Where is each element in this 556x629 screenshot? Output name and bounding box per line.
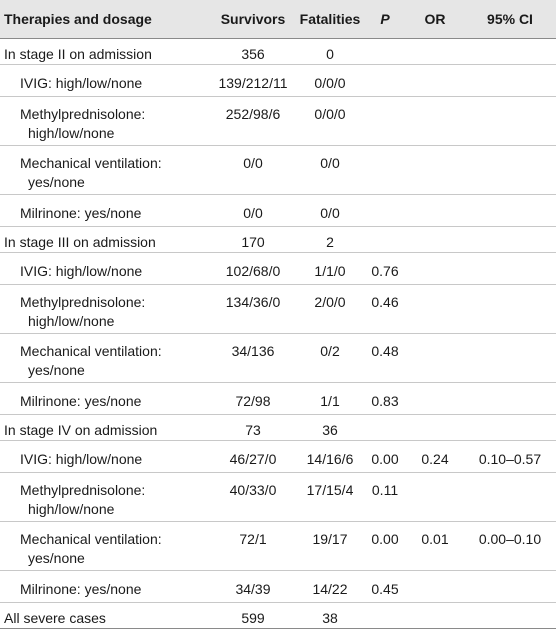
odds-ratio-cell (406, 571, 464, 603)
odds-ratio-cell (406, 285, 464, 334)
therapy-label (0, 285, 210, 334)
stage-row (0, 415, 556, 441)
ci-cell (464, 195, 556, 227)
ci-cell (464, 285, 556, 334)
p-value-cell: 0.46 (371, 294, 399, 310)
stage-row (0, 227, 556, 253)
table-body (0, 39, 556, 629)
p-value-cell (364, 415, 406, 441)
table-row (0, 146, 556, 195)
therapy-label-line1: Mechanical ventilation: (20, 155, 162, 171)
p-value-cell (364, 195, 406, 227)
header-or: OR (406, 0, 464, 39)
therapy-label-line2: high/low/none (28, 501, 115, 517)
header-fatalities: Fatalities (296, 0, 364, 39)
survivors-cell: 34/136 (231, 343, 275, 359)
stage-label: In stage III on admission (4, 234, 156, 250)
table-row (0, 473, 556, 522)
survivors-cell: 46/27/0 (229, 451, 277, 467)
p-value-cell: 0.83 (371, 393, 399, 409)
survivors-cell: 356 (241, 46, 265, 62)
fatalities-cell: 2 (326, 234, 334, 250)
therapy-label-line2: yes/none (28, 174, 85, 190)
therapy-label (0, 334, 210, 383)
table-row (0, 97, 556, 146)
survivors-cell: 102/68/0 (225, 263, 281, 279)
p-value-cell: 0.48 (371, 343, 399, 359)
p-value-cell (364, 603, 406, 629)
table-row (0, 522, 556, 571)
therapy-label-line1: Methylprednisolone: (20, 106, 146, 122)
ci-cell (464, 65, 556, 97)
p-value-cell (364, 39, 406, 65)
therapy-label-line1: Milrinone: yes/none (20, 581, 142, 597)
fatalities-cell: 14/16/6 (306, 451, 354, 467)
table-row (0, 253, 556, 285)
ci-cell (464, 383, 556, 415)
fatalities-cell: 0/2 (320, 343, 340, 359)
stage-label: In stage II on admission (4, 46, 152, 62)
ci-cell: 0.00–0.10 (478, 531, 542, 547)
table-row (0, 65, 556, 97)
fatalities-cell: 0/0/0 (314, 106, 346, 122)
odds-ratio-cell (406, 195, 464, 227)
survivors-cell: 139/212/11 (218, 75, 288, 91)
header-ci: 95% CI (464, 0, 556, 39)
table-row (0, 441, 556, 473)
odds-ratio-cell (406, 473, 464, 522)
therapy-label-line2: high/low/none (28, 125, 115, 141)
header-therapies: Therapies and dosage (0, 0, 210, 39)
p-value-cell (364, 146, 406, 195)
p-value-cell (364, 65, 406, 97)
survivors-cell: 599 (241, 610, 265, 626)
odds-ratio-cell (406, 146, 464, 195)
therapy-label-line2: high/low/none (28, 313, 115, 329)
therapy-label (0, 383, 210, 415)
fatalities-cell: 0/0 (320, 155, 340, 171)
table-row (0, 571, 556, 603)
therapy-label (0, 97, 210, 146)
table-row (0, 383, 556, 415)
header-survivors: Survivors (210, 0, 296, 39)
therapy-label-line1: Mechanical ventilation: (20, 343, 162, 359)
fatalities-cell: 0 (326, 46, 334, 62)
therapy-label-line1: Milrinone: yes/none (20, 393, 142, 409)
p-value-cell: 0.00 (371, 451, 399, 467)
survivors-cell: 170 (241, 234, 265, 250)
therapy-label-line1: Mechanical ventilation: (20, 531, 162, 547)
survivors-cell: 0/0 (243, 205, 263, 221)
odds-ratio-cell (406, 253, 464, 285)
ci-cell (464, 39, 556, 65)
ci-cell (464, 473, 556, 522)
p-value-cell (364, 97, 406, 146)
therapy-label (0, 571, 210, 603)
ci-cell (464, 146, 556, 195)
therapy-label-line1: IVIG: high/low/none (20, 75, 143, 91)
survivors-cell: 252/98/6 (225, 106, 281, 122)
table-row (0, 195, 556, 227)
odds-ratio-cell (406, 227, 464, 253)
ci-cell (464, 253, 556, 285)
odds-ratio-cell (406, 334, 464, 383)
therapy-label (0, 522, 210, 571)
table-row (0, 285, 556, 334)
fatalities-cell: 1/1 (320, 393, 340, 409)
fatalities-cell: 38 (322, 610, 338, 626)
ci-cell (464, 415, 556, 441)
therapy-label (0, 253, 210, 285)
therapy-label (0, 65, 210, 97)
odds-ratio-cell (406, 415, 464, 441)
odds-ratio-cell: 0.01 (421, 531, 449, 547)
ci-cell: 0.10–0.57 (478, 451, 542, 467)
survivors-cell: 34/39 (235, 581, 271, 597)
odds-ratio-cell (406, 39, 464, 65)
survivors-cell: 72/98 (235, 393, 271, 409)
ci-cell (464, 603, 556, 629)
p-value-cell: 0.00 (371, 531, 399, 547)
odds-ratio-cell (406, 97, 464, 146)
therapy-label-line1: Methylprednisolone: (20, 482, 146, 498)
fatalities-cell: 14/22 (312, 581, 348, 597)
fatalities-cell: 17/15/4 (306, 482, 354, 498)
therapy-label-line1: Methylprednisolone: (20, 294, 146, 310)
therapy-label-line1: IVIG: high/low/none (20, 451, 143, 467)
header-row (0, 0, 556, 39)
ci-cell (464, 97, 556, 146)
stage-row (0, 603, 556, 629)
p-value-cell: 0.45 (371, 581, 399, 597)
stage-row (0, 39, 556, 65)
stage-label: All severe cases (4, 610, 106, 626)
ci-cell (464, 334, 556, 383)
therapy-label-line2: yes/none (28, 362, 85, 378)
ci-cell (464, 227, 556, 253)
header-p: P (364, 0, 406, 39)
fatalities-cell: 36 (322, 422, 338, 438)
therapy-label (0, 195, 210, 227)
therapy-label-line2: yes/none (28, 550, 85, 566)
fatalities-cell: 1/1/0 (314, 263, 346, 279)
odds-ratio-cell: 0.24 (421, 451, 449, 467)
p-value-cell: 0.11 (371, 482, 399, 498)
fatalities-cell: 19/17 (312, 531, 348, 547)
therapy-label (0, 473, 210, 522)
stage-label: In stage IV on admission (4, 422, 158, 438)
therapy-label (0, 146, 210, 195)
fatalities-cell: 0/0/0 (314, 75, 346, 91)
fatalities-cell: 0/0 (320, 205, 340, 221)
therapy-label-line1: IVIG: high/low/none (20, 263, 143, 279)
ci-cell (464, 571, 556, 603)
odds-ratio-cell (406, 65, 464, 97)
survivors-cell: 134/36/0 (225, 294, 281, 310)
p-value-cell (364, 227, 406, 253)
table-row (0, 334, 556, 383)
odds-ratio-cell (406, 603, 464, 629)
survivors-cell: 40/33/0 (229, 482, 277, 498)
therapy-label-line1: Milrinone: yes/none (20, 205, 142, 221)
p-value-cell: 0.76 (371, 263, 399, 279)
fatalities-cell: 2/0/0 (314, 294, 346, 310)
survivors-cell: 72/1 (239, 531, 267, 547)
survivors-cell: 73 (245, 422, 261, 438)
therapy-label (0, 441, 210, 473)
survivors-cell: 0/0 (243, 155, 263, 171)
odds-ratio-cell (406, 383, 464, 415)
